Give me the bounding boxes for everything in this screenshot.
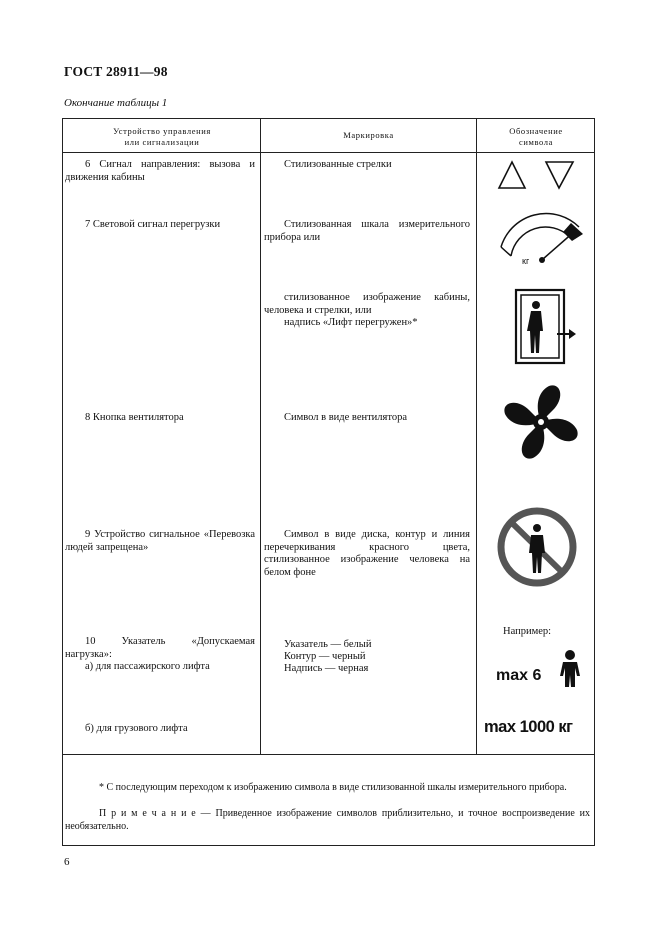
row9-device: 9 Устройство сигнальное «Перевозка людей запрещена» [65,529,255,553]
direction-arrows-icon [491,157,587,193]
row10-marking-inscription: Надпись — черная [284,663,369,674]
row10-marking-contour: Контур — черный [284,651,366,662]
column-header-symbol: Обозначение символа [509,126,563,147]
person-icon [557,649,583,689]
row10-device-title: 10 Указатель «Допускаемая нагрузка»: [65,636,255,660]
page-number: 6 [64,856,70,868]
down-arrow-icon [546,162,573,188]
overload-gauge-icon [491,209,591,271]
note-label: П р и м е ч а н и е — [99,808,211,819]
gauge-unit-label: кг [522,256,530,266]
header-divider [63,152,594,153]
row10-device-passenger: а) для пассажирского лифта [85,661,210,672]
row6-marking: Стилизованные стрелки [284,159,392,170]
standard-title: ГОСТ 28911—98 [64,64,168,79]
body-divider [63,754,594,755]
row8-device: 8 Кнопка вентилятора [85,412,184,423]
fan-icon [501,382,581,462]
table-continuation-caption: Окончание таблицы 1 [64,97,168,109]
table-note [65,807,590,833]
column-divider [476,119,477,754]
row7-marking-cabin: стилизованное изображение кабины, человека и стрелки, или [264,292,470,316]
row9-marking: Символ в виде диска, контур и линия перечеркивания красного цвета, стилизованное изображение человека на белом фоне [264,529,470,578]
note-text: Приведенное изображение символов приблизительно, и точное воспроизведение их необязательно. [65,808,591,832]
row7-marking-gauge: Стилизованная шкала измерительного прибора или [264,219,470,243]
row6-device: 6 Сигнал направления: вызова и движения кабины [65,159,255,183]
row10-device-freight: б) для грузового лифта [85,723,188,734]
up-arrow-icon [499,162,525,188]
column-header-marking: Маркировка [343,130,394,140]
column-divider [260,119,261,754]
row8-marking: Символ в виде вентилятора [284,412,407,423]
column-header-device: Устройство управления или сигнализации [113,126,211,147]
no-passengers-sign-icon [495,505,579,589]
max-load-label: max 1000 кг [484,718,573,736]
symbols-table [62,118,595,846]
example-label: Например: [503,626,552,637]
row7-marking-inscription: надпись «Лифт перегружен»* [284,317,418,328]
max-persons-label: max 6 [496,667,542,684]
row7-device: 7 Световой сигнал перегрузки [85,219,221,230]
overloaded-cabin-icon [513,287,577,367]
footnote-text: * С последующим переходом к изображению символа в виде стилизованной шкалы измерительного прибора. [99,782,567,793]
row10-marking-indicator: Указатель — белый [284,639,372,650]
